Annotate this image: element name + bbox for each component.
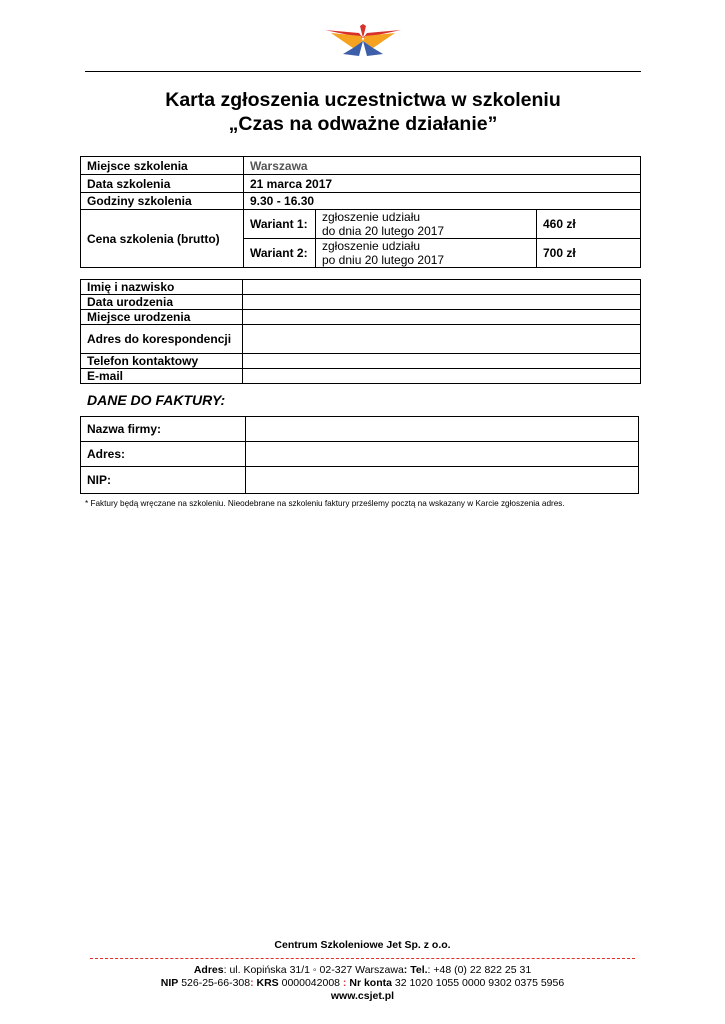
company-label: Nazwa firmy:	[81, 417, 246, 442]
place-value: Warszawa	[244, 157, 641, 175]
birth-place-label: Miejsce urodzenia	[81, 310, 243, 325]
footer-address-label: Adres	[193, 964, 224, 976]
price-label: Cena szkolenia (brutto)	[81, 210, 244, 268]
date-value: 21 marca 2017	[244, 175, 641, 193]
invoice-note: * Faktury będą wręczane na szkoleniu. Nieodebrane na szkoleniu faktury prześlemy pocztą na wskazany w Karcie zgłoszenia adres.	[85, 499, 565, 508]
footer-contact-line: Adres: ul. Kopińska 31/1 ◦ 02-327 Warszawa: Tel.: +48 (0) 22 822 25 31	[193, 964, 532, 976]
footer-account-label: Nr konta	[349, 977, 392, 989]
variant-1-description	[316, 210, 537, 239]
hours-value: 9.30 - 16.30	[244, 193, 641, 210]
variant-2-price: 700 zł	[537, 239, 641, 268]
footer-tel-label: Tel.	[410, 964, 428, 976]
participant-table	[80, 279, 641, 384]
footer-address-value: : ul. Kopińska 31/1 ◦ 02-327 Warszawa	[223, 964, 404, 976]
company-field[interactable]	[246, 417, 639, 442]
variant-2-label: Wariant 2:	[244, 239, 316, 268]
phone-field[interactable]	[243, 354, 641, 369]
footer-website-link[interactable]: www.csjet.pl	[330, 990, 395, 1002]
variant-2-description	[316, 239, 537, 268]
variant-1-label: Wariant 1:	[244, 210, 316, 239]
variant-1-price: 460 zł	[537, 210, 641, 239]
footer-tel-value: : +48 (0) 22 822 25 31	[427, 964, 532, 976]
hours-label: Godziny szkolenia	[81, 193, 244, 210]
invoice-table	[80, 416, 639, 494]
header-rule	[85, 71, 641, 72]
email-field[interactable]	[243, 369, 641, 384]
email-label: E-mail	[81, 369, 243, 384]
variant-1-desc-line-1: zgłoszenie udziału	[322, 210, 421, 224]
footer-krs-label: KRS	[256, 977, 279, 989]
address-label: Adres do korespondencji	[81, 325, 243, 354]
address-field[interactable]	[243, 325, 641, 354]
footer-nip-value: 526-25-66-308	[178, 977, 251, 989]
name-field[interactable]	[243, 280, 641, 295]
birth-date-label: Data urodzenia	[81, 295, 243, 310]
variant-2-desc-line-1: zgłoszenie udziału	[322, 239, 421, 253]
footer-company: Centrum Szkoleniowe Jet Sp. z o.o.	[274, 939, 451, 951]
footer-registry-line: NIP 526-25-66-308: KRS 0000042008 : Nr konta 32 1020 1055 0000 9302 0375 5956	[160, 977, 565, 989]
place-label: Miejsce szkolenia	[81, 157, 244, 175]
page-title	[85, 88, 641, 136]
footer-account-value: 32 1020 1055 0000 9302 0375 5956	[391, 977, 565, 989]
invoice-address-field[interactable]	[246, 442, 639, 467]
variant-1-desc-line-2: do dnia 20 lutego 2017	[322, 224, 445, 238]
nip-field[interactable]	[246, 467, 639, 494]
footer-krs-value: 0000042008	[278, 977, 341, 989]
variant-2-desc-line-2: po dniu 20 lutego 2017	[322, 253, 445, 267]
invoice-heading: DANE DO FAKTURY:	[87, 392, 226, 408]
title-line-1: Karta zgłoszenia uczestnictwa w szkoleniu	[165, 89, 561, 111]
footer-nip-label: NIP	[160, 977, 179, 989]
invoice-address-label: Adres:	[81, 442, 246, 467]
birth-date-field[interactable]	[243, 295, 641, 310]
birth-place-field[interactable]	[243, 310, 641, 325]
title-line-2: „Czas na odważne działanie”	[228, 113, 498, 135]
date-label: Data szkolenia	[81, 175, 244, 193]
footer-divider	[90, 958, 635, 959]
name-label: Imię i nazwisko	[81, 280, 243, 295]
phone-label: Telefon kontaktowy	[81, 354, 243, 369]
company-logo	[323, 24, 403, 62]
training-info-table	[80, 156, 641, 268]
nip-label: NIP:	[81, 467, 246, 494]
